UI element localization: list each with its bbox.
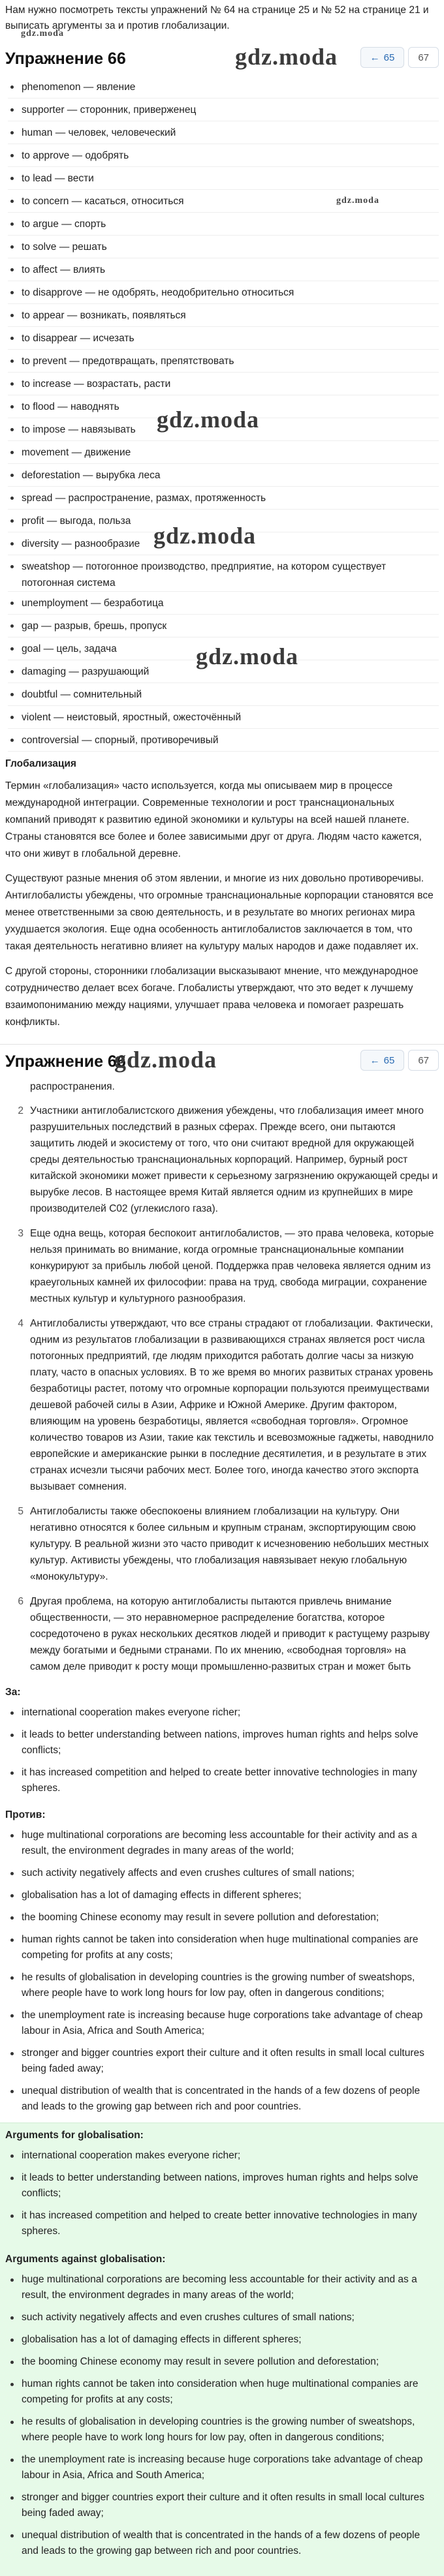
list-item-text: it has increased competition and helped to create better innovative technologies in many spheres. (22, 1767, 417, 1794)
for-heading: Arguments for globalisation: (5, 2130, 144, 2141)
next-page-button[interactable] (408, 47, 439, 68)
list-item-text: it leads to better understanding between nations, improves human rights and helps solve conflicts; (22, 2172, 419, 2199)
bullet-icon (10, 360, 14, 363)
bullet-icon (10, 1939, 14, 1942)
numbered-paragraph (5, 1590, 439, 1680)
bullet-icon (10, 2421, 14, 2424)
list-item (8, 418, 439, 441)
bullet-icon (10, 2052, 14, 2055)
list-item (8, 510, 439, 532)
bullet-icon (10, 2383, 14, 2386)
numbered-paragraph (5, 1222, 439, 1312)
numbered-paragraph (5, 1312, 439, 1500)
list-item-text: international cooperation makes everyone richer; (22, 2150, 241, 2161)
list-item-text: human — человек, человеческий (22, 127, 176, 138)
paragraph-text: Еще одна вещь, которая беспокоит антиглобалистов, — это права человека, которые нельзя принимать во внимание, когда огромные транснациональные компании конкурируют за прибыль любой ценой. Поддержка прав человека является одним из краеугольных камней их философии: права на труд, свобода миграции, сохранение местных культур и культурного разнообразия. (30, 1228, 434, 1304)
bullet-icon (10, 291, 14, 294)
list-item-text: such activity negatively affects and even crushes cultures of small nations; (22, 2312, 355, 2323)
bullet-icon (10, 647, 14, 651)
prev-page-button[interactable] (360, 47, 405, 68)
list-item-text: to appear — возникать, появляться (22, 310, 186, 321)
prev-page-label: 65 (383, 52, 395, 63)
list-item-text: the unemployment rate is increasing because huge corporations take advantage of cheap labour in Asia, Africa and South America; (22, 2454, 423, 2481)
bullet-icon (10, 2215, 14, 2218)
list-item (8, 660, 439, 683)
list-item-text: diversity — разнообразие (22, 538, 140, 549)
watermark: gdz.moda (157, 406, 260, 433)
exercise-title: Упражнение 66 (5, 49, 126, 68)
list-item-text: human rights cannot be taken into consideration when huge multinational companies are competing for profits at any costs; (22, 1934, 419, 1961)
list-item-text: sweatshop — потогонное производство, предприятие, на котором существует потогонная система (22, 561, 387, 589)
list-item-text: profit — выгода, польза (22, 515, 131, 527)
list-item-text: the unemployment rate is increasing because huge corporations take advantage of cheap labour in Asia, Africa and South America; (22, 2010, 423, 2036)
bullet-icon (10, 2459, 14, 2462)
list-item (8, 1825, 439, 1863)
list-item-text: stronger and bigger countries export their culture and it often results in small local cultures being faded away; (22, 2047, 424, 2074)
bullet-icon (10, 542, 14, 545)
list-item (8, 236, 439, 258)
bullet-icon (10, 2496, 14, 2500)
list-item-text: to affect — влиять (22, 264, 106, 275)
list-item-text: to disapprove — не одобрять, неодобрительно относиться (22, 287, 294, 298)
list-item (8, 2145, 439, 2168)
list-item (8, 1725, 439, 1762)
bullet-icon (10, 108, 14, 112)
bullet-icon (10, 337, 14, 340)
task-intro-text: Нам нужно посмотреть тексты упражнений № 64 на странице 25 и № 52 на странице 21 и выписать аргументы за и против глобализации. (5, 5, 429, 31)
list-item (8, 2269, 439, 2307)
list-item-text: such activity negatively affects and even crushes cultures of small nations; (22, 1867, 355, 1878)
list-item-text: it has increased competition and helped to create better innovative technologies in many spheres. (22, 2210, 417, 2237)
next-page-button[interactable] (408, 1050, 439, 1071)
list-item-text: to argue — спорть (22, 219, 106, 230)
list-item-text: phenomenon — явление (22, 82, 136, 93)
bullet-icon (10, 405, 14, 408)
watermark: gdz.moda (235, 44, 338, 70)
list-item-text: the booming Chinese economy may result in severe pollution and deforestation; (22, 1912, 379, 1923)
list-item (8, 2205, 439, 2243)
list-item (8, 2081, 439, 2119)
list-item (8, 121, 439, 144)
bullet-icon (10, 1894, 14, 1897)
bullet-icon (10, 1916, 14, 1920)
bullet-icon (10, 200, 14, 203)
page-pager (360, 1050, 439, 1071)
paragraph-number: 2 (18, 1105, 24, 1116)
list-item-text: to impose — навязывать (22, 424, 136, 435)
exercise-header (0, 42, 444, 76)
list-item (8, 706, 439, 729)
list-item (8, 464, 439, 487)
globalization-paragraph (0, 774, 444, 866)
list-item-text: huge multinational corporations are becoming less accountable for their activity and as a result, the environment degrades in many areas of the world; (22, 2274, 417, 2301)
list-item-text: supporter — сторонник, приверженец (22, 104, 197, 115)
list-item (8, 2487, 439, 2525)
globalization-heading: Глобализация (5, 758, 76, 769)
list-item-text: unequal distribution of wealth that is concentrated in the hands of a few dozens of people and leads to the growing gap between rich and poor countries. (22, 2530, 420, 2556)
list-item (8, 2374, 439, 2412)
list-item-text: to prevent — предотвращать, препятствовать (22, 356, 234, 367)
bullet-icon (10, 602, 14, 605)
list-item-text: to approve — одобрять (22, 150, 129, 161)
za-heading: За: (5, 1687, 21, 1698)
list-item (8, 76, 439, 99)
list-item-text: violent — неистовый, яростный, ожесточённый (22, 712, 242, 723)
bullet-icon (10, 222, 14, 226)
list-item (8, 1907, 439, 1929)
list-item (8, 395, 439, 418)
list-item (8, 683, 439, 706)
numbered-paragraphs (0, 1099, 444, 1680)
list-item (8, 2412, 439, 2449)
bullet-icon (10, 85, 14, 89)
list-item (8, 1885, 439, 1907)
list-item (8, 327, 439, 350)
bullet-icon (10, 565, 14, 568)
list-item-text: to increase — возрастать, расти (22, 378, 171, 390)
list-item (8, 2307, 439, 2329)
bullet-icon (10, 154, 14, 157)
first-solution (0, 0, 444, 1035)
list-item (8, 2352, 439, 2374)
list-item-text: gap — разрыв, брешь, пропуск (22, 621, 167, 632)
bullet-icon (10, 2090, 14, 2093)
for-list (0, 2145, 444, 2243)
paragraph-text: Термин «глобализация» часто используется, когда мы описываем мир в процессе международной интеграции. Современные технологии и рост транснациональных компаний приводят к развитию единой экономики и культуры на всей нашей планете. Страны становятся все более и более зависимыми друг от друга. Людям часто кажется, что они живут в глобальной деревне. (5, 780, 422, 859)
numbered-paragraph (5, 1500, 439, 1590)
list-item (8, 258, 439, 281)
bullet-icon (10, 2361, 14, 2364)
list-item-text: it leads to better understanding between nations, improves human rights and helps solve conflicts; (22, 1729, 419, 1756)
list-item (8, 1863, 439, 1885)
list-item (8, 304, 439, 327)
next-page-label: 67 (418, 1054, 429, 1066)
bullet-icon (10, 2014, 14, 2017)
list-item-text: controversial — спорный, противоречивый (22, 735, 219, 746)
list-item-text: doubtful — сомнительный (22, 689, 142, 700)
paragraph-text: С другой стороны, сторонники глобализации высказывают мнение, что международное сотрудничество делает всех богаче. Глобалисты утверждают, что это ведет к лучшему взаимопониманию между нациями, улучшает права человека и помогает разрешать конфликты. (5, 966, 419, 1028)
list-item (8, 532, 439, 555)
list-item (8, 190, 439, 213)
bullet-icon (10, 314, 14, 317)
paragraph-text: Участники антиглобалистского движения убеждены, что глобализация имеет много разрушительных последствий в разных сферах. Прежде всего, они пытаются защитить людей и экосистему от того, что они считают вредной для окружающей среды деятельностью транснациональных корпораций. Например, бурный рост китайской экономики может привести к серьезному загрязнению окружающей среды и вырубке лесов. В настоящее время Китай является одним из крупнейших в мире производителей C02 (углекислого газа). (30, 1105, 438, 1214)
list-item (8, 350, 439, 373)
list-item-text: to solve — решать (22, 241, 107, 253)
protiv-list (0, 1825, 444, 2119)
list-item-text: goal — цель, задача (22, 643, 117, 654)
bullet-icon (10, 670, 14, 673)
list-item (8, 615, 439, 637)
list-item-text: stronger and bigger countries export their culture and it often results in small local cultures being faded away; (22, 2492, 424, 2519)
paragraph-text: Антиглобалисты утверждают, что все страны страдают от глобализации. Фактически, одним из результатов глобализации в развивающихся странах является рост числа потогонных предприятий, где людям приходится работать долгие часы за низкую плату, часто в опасных условиях. В то же время во многих развитых странах уровень безработицы растет, потому что огромные корпорации пользуются преимуществами дешевой рабочей силы в Азии, Африке и Южной Америке. Другим фактором, влияющим на уровень безработицы, является «свободная торговля». Огромное количество товаров из Азии, такие как текстиль и всевозможные гаджеты, наводнило европейские и американские рынки в последние десятилетия, и в результате в этих странах исчезли тысячи рабочих мест. Более того, иногда качество этого экспорта вызывает сомнения. (30, 1318, 434, 1492)
prev-page-label: 65 (383, 1054, 395, 1066)
watermark: gdz.moda (21, 29, 64, 38)
list-item (8, 2043, 439, 2081)
bullet-icon (10, 2316, 14, 2320)
list-item (8, 213, 439, 236)
bullet-icon (10, 716, 14, 719)
watermark: gdz.moda (114, 1047, 217, 1073)
protiv-heading: Против: (5, 1809, 46, 1820)
bullet-icon (10, 739, 14, 742)
paragraph-number: 6 (18, 1596, 24, 1607)
bullet-icon (10, 2177, 14, 2180)
list-item (8, 144, 439, 167)
arrow-left-icon: ← (370, 52, 380, 63)
against-heading: Arguments against globalisation: (5, 2254, 166, 2265)
list-item-text: unequal distribution of wealth that is concentrated in the hands of a few dozens of people and leads to the growing gap between rich and poor countries. (22, 2085, 420, 2112)
paragraph-number: 4 (18, 1318, 24, 1329)
list-item-text: globalisation has a lot of damaging effects in different spheres; (22, 1890, 302, 1901)
second-solution (0, 1045, 444, 2119)
list-item-text: spread — распространение, размах, протяженность (22, 493, 266, 504)
bullet-icon (10, 1976, 14, 1980)
paragraph-text: Существуют разные мнения об этом явлении, и многие из них довольно противоречивы. Антиглобалисты убеждены, что огромные транснациональные корпорации становятся все менее ответственными за свою деятельность, и в результате во многих регионах мира ухудшается экология. Еще одна особенность антиглобалистов заключается в том, что такая деятельность негативно влияет на культуру малых народов и даже подавляет их. (5, 873, 434, 952)
exercise-title: Упражнение 66 (5, 1052, 126, 1071)
paragraph-number: 5 (18, 1506, 24, 1517)
watermark: gdz.moda (196, 643, 299, 669)
list-item-text: huge multinational corporations are becoming less accountable for their activity and as a result, the environment degrades in many areas of the world; (22, 1830, 417, 1856)
bullet-icon (10, 382, 14, 386)
bullet-icon (10, 2278, 14, 2282)
list-item-text: unemployment — безработица (22, 598, 164, 609)
list-item (8, 729, 439, 752)
watermark: gdz.moda (153, 523, 257, 549)
prev-page-button[interactable] (360, 1050, 405, 1071)
list-item-text: to flood — наводнять (22, 401, 119, 412)
list-item (8, 281, 439, 304)
paragraph-text: Антиглобалисты также обеспокоены влиянием глобализации на культуру. Они негативно относятся к более сильным и крупным странам, экспортирующим свою культуру. В реальной жизни это часто приводит к исчезновению небольших местных культур. Активисты убеждены, что глобализация навязывает некую глобальную «монокультуру». (30, 1506, 429, 1582)
list-item-text: he results of globalisation in developing countries is the growing number of sweatshops, where people have to work long hours for low pay, often in dangerous conditions; (22, 1972, 415, 1999)
bullet-icon (10, 451, 14, 454)
list-item (8, 487, 439, 510)
bullet-icon (10, 497, 14, 500)
paragraph-number: 3 (18, 1228, 24, 1239)
bullet-icon (10, 624, 14, 628)
list-item (8, 373, 439, 395)
list-item-text: to disappear — исчезать (22, 333, 135, 344)
list-item (8, 2168, 439, 2205)
bullet-icon (10, 1771, 14, 1775)
bullet-icon (10, 428, 14, 431)
list-item (8, 1929, 439, 1967)
cut-text: распространения. (30, 1081, 115, 1092)
list-item (8, 1762, 439, 1800)
list-item (8, 555, 439, 592)
list-item-text: he results of globalisation in developing countries is the growing number of sweatshops, where people have to work long hours for low pay, often in dangerous conditions; (22, 2416, 415, 2443)
vocabulary-list (0, 76, 444, 752)
bullet-icon (10, 1834, 14, 1837)
bullet-icon (10, 2338, 14, 2342)
list-item (8, 592, 439, 615)
list-item (8, 2449, 439, 2487)
list-item (8, 2525, 439, 2563)
page-pager (360, 47, 439, 68)
bullet-icon (10, 131, 14, 134)
list-item-text: international cooperation makes everyone richer; (22, 1707, 241, 1718)
list-item-text: to concern — касаться, относиться (22, 196, 184, 207)
bullet-icon (10, 474, 14, 477)
english-answer (0, 2123, 444, 2576)
bullet-icon (10, 2534, 14, 2538)
globalization-paragraph (0, 866, 444, 959)
bullet-icon (10, 1711, 14, 1715)
paragraph-text: Другая проблема, на которую антиглобалисты пытаются привлечь внимание общественности, — это неравномерное распределение богатства, которое сосредоточено в руках нескольких десятков людей и приводит к растущему разрыву между богатыми и бедными странами. По их мнению, «свободная торговля» на самом деле приводит к росту мощи промышленно-развитых стран и может быть (30, 1596, 430, 1672)
list-item (8, 637, 439, 660)
list-item (8, 441, 439, 464)
list-item (8, 99, 439, 121)
task-intro (0, 0, 444, 42)
next-page-label: 67 (418, 52, 429, 63)
list-item-text: globalisation has a lot of damaging effects in different spheres; (22, 2334, 302, 2345)
bullet-icon (10, 693, 14, 696)
list-item-text: movement — движение (22, 447, 131, 458)
bullet-icon (10, 519, 14, 523)
numbered-paragraph (5, 1099, 439, 1222)
list-item-text: to lead — вести (22, 173, 94, 184)
list-item (8, 2329, 439, 2352)
bullet-icon (10, 1872, 14, 1875)
arrow-left-icon: ← (370, 1054, 380, 1066)
list-item-text: damaging — разрушающий (22, 666, 150, 677)
exercise-header (0, 1045, 444, 1079)
list-item (8, 2005, 439, 2043)
bullet-icon (10, 177, 14, 180)
list-item-text: human rights cannot be taken into consideration when huge multinational companies are competing for profits at any costs; (22, 2378, 419, 2405)
bullet-icon (10, 1734, 14, 1737)
list-item (8, 1967, 439, 2005)
za-list (0, 1702, 444, 1800)
against-list (0, 2269, 444, 2563)
list-item (8, 167, 439, 190)
watermark: gdz.moda (336, 196, 379, 206)
bullet-icon (10, 2154, 14, 2158)
list-item (8, 1702, 439, 1725)
globalization-paragraph (0, 959, 444, 1035)
bullet-icon (10, 245, 14, 249)
list-item-text: the booming Chinese economy may result in severe pollution and deforestation; (22, 2356, 379, 2367)
list-item-text: deforestation — вырубка леса (22, 470, 161, 481)
bullet-icon (10, 268, 14, 271)
